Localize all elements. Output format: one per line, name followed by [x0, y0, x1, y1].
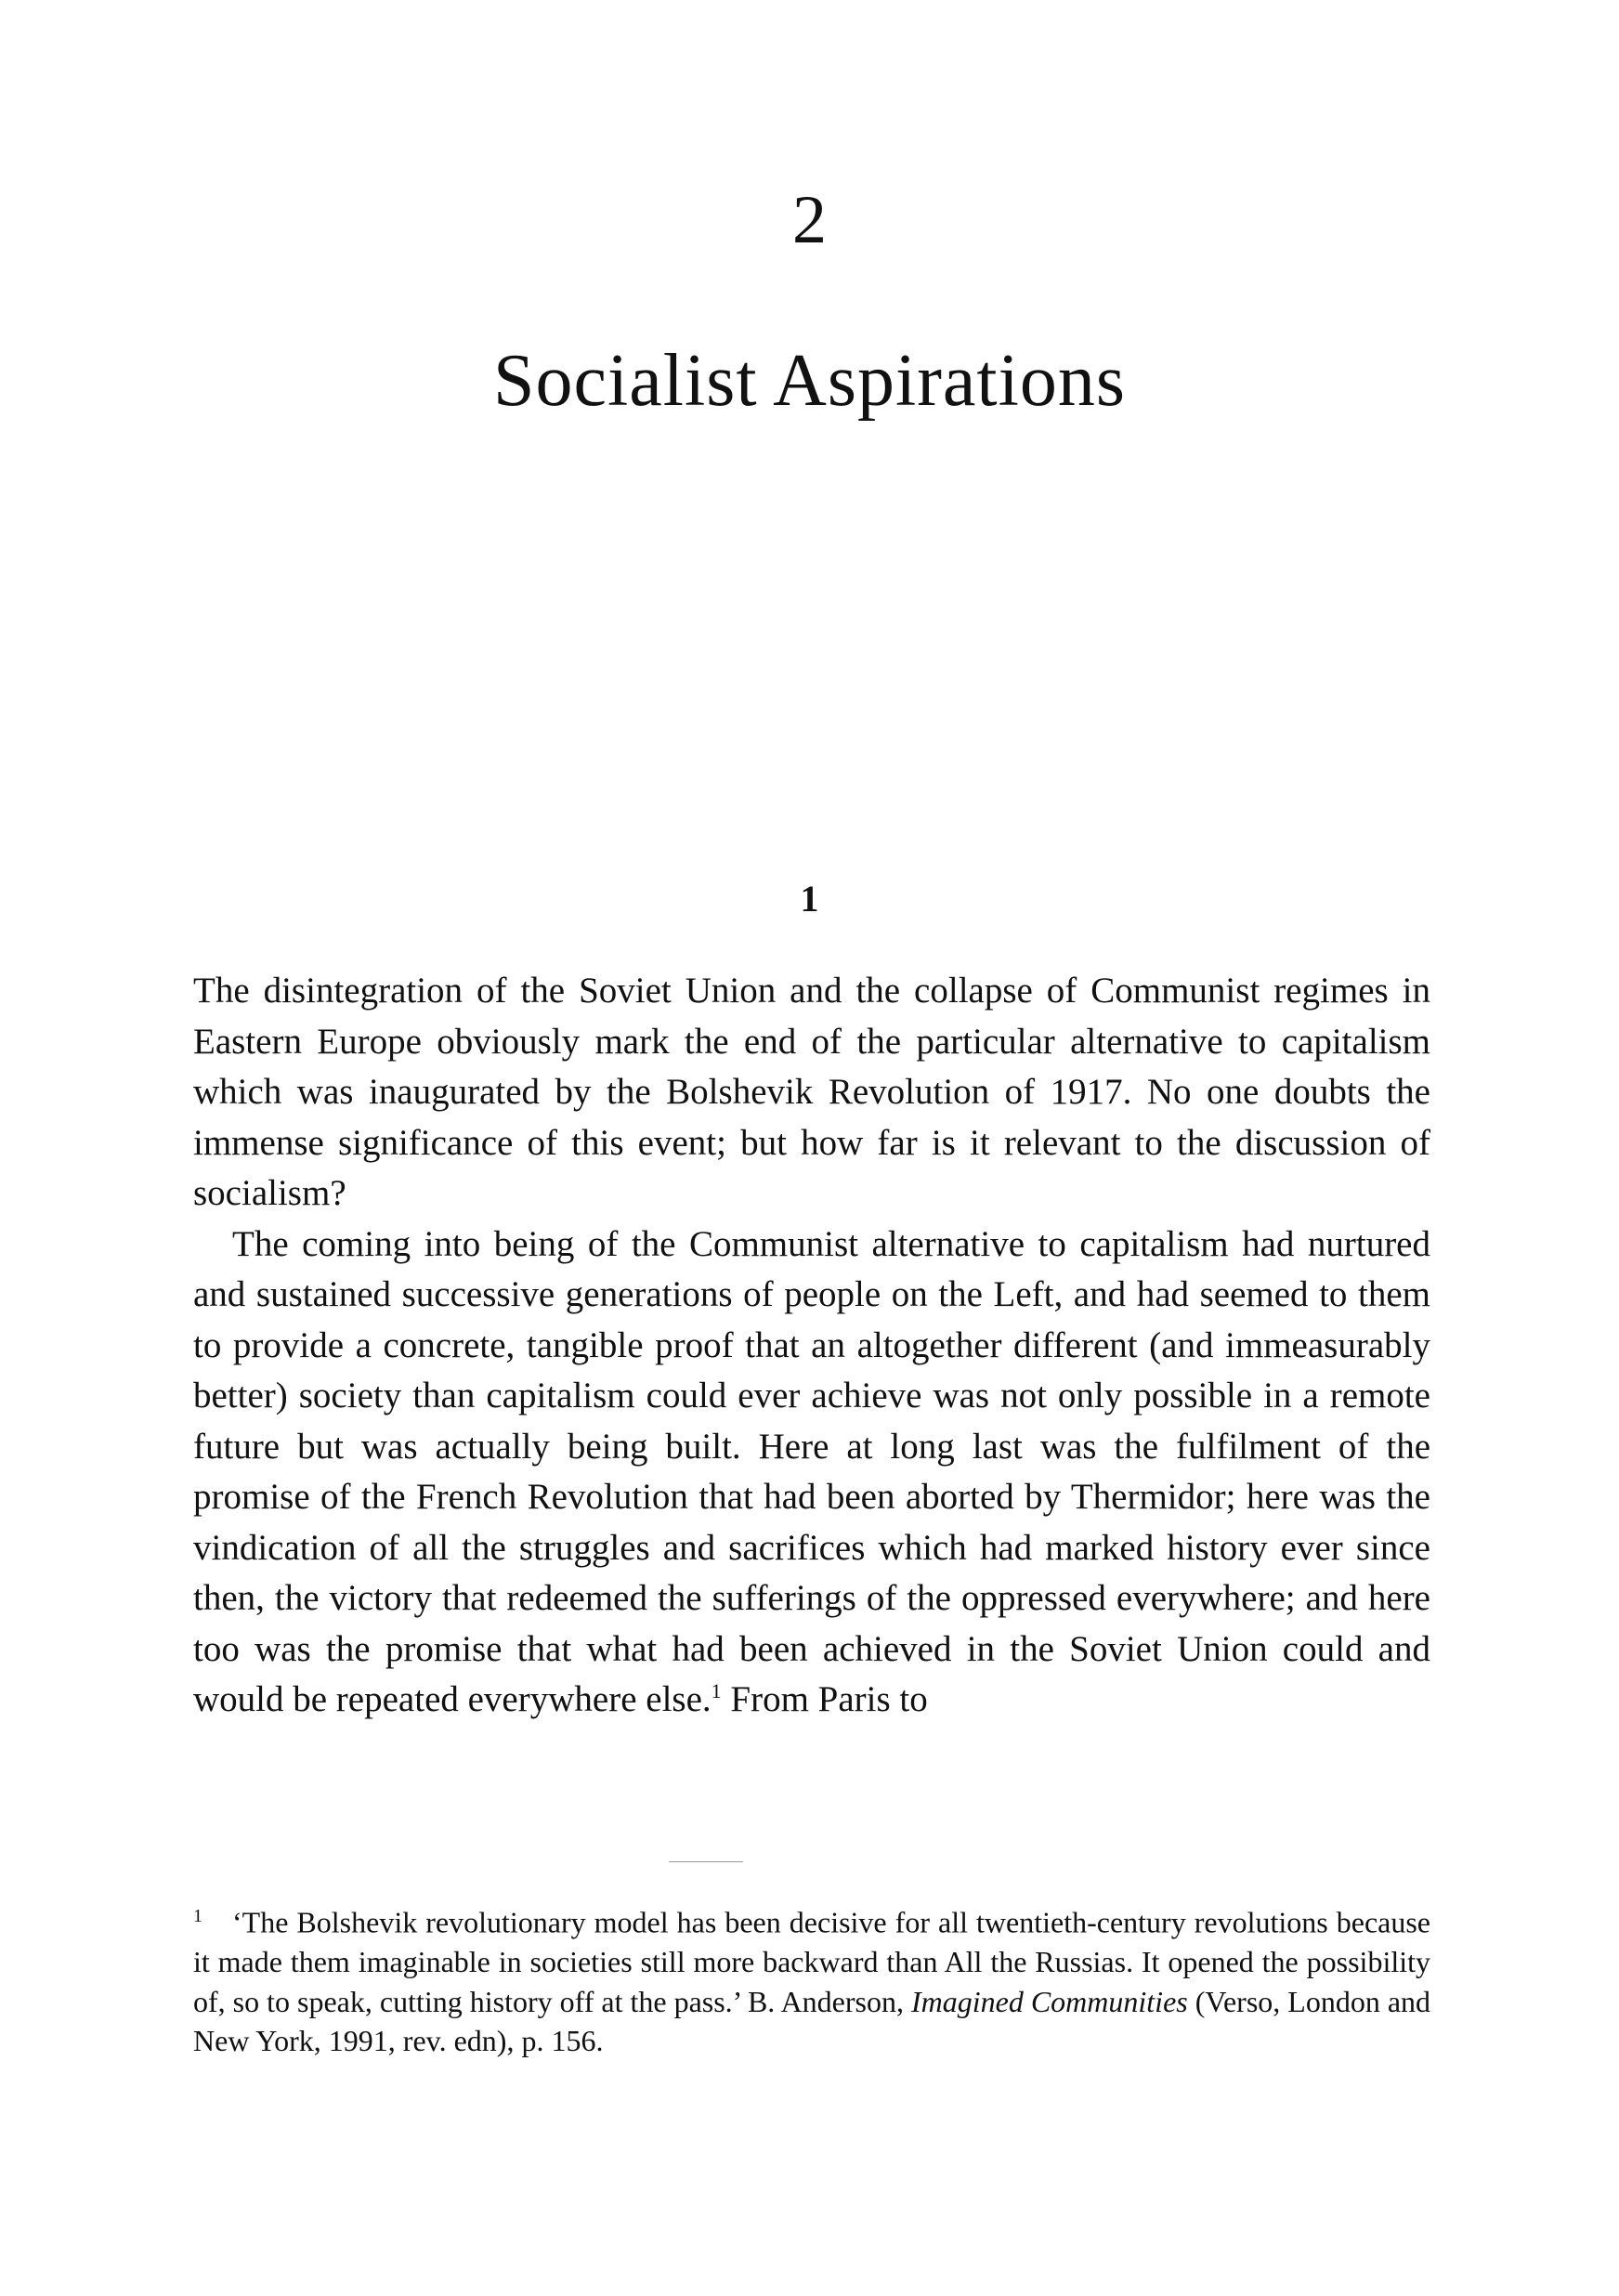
- footnote-reference: 1: [711, 1679, 722, 1702]
- footnote-mark: 1: [193, 1906, 202, 1926]
- footnote-text: ‘The Bolshevik revolutionary model has been decisive for all twentieth-century revolutions because it made them imaginable in societies still more backward than All the Russias. It opened the possibility of, so to speak, cutting history off at the pass.’ B. Anderson,: [193, 1905, 1430, 2018]
- paragraph-text: The coming into being of the Communist alternative to capitalism had nurtured and sustained successive generations of people on the Left, and had seemed to them to provide a concrete, tangible proof that an altogether different (and immeasurably better) society than capitalism could ever achieve was not only possible in a remote future but was actually being built. Here at long last was the fulfilment of the promise of the French Revolution that had been aborted by Thermidor; here was the vindication of all the struggles and sacrifices which had marked history ever since then, the victory that redeemed the sufferings of the oppressed everywhere; and here too was the promise that what had been achieved in the Soviet Union could and would be repeated everywhere else.: [193, 1223, 1430, 1719]
- footnote-divider: [669, 1861, 743, 1862]
- paragraph: [193, 1220, 1430, 1726]
- body-text: [193, 966, 1430, 1726]
- chapter-number: 2: [792, 182, 827, 258]
- footnote-text-tail: (Verso, London and New York, 1991, rev. edn), p. 156.: [193, 1984, 1431, 2058]
- footnote-book-title: Imagined Communities: [910, 1984, 1188, 2018]
- chapter-title: Socialist Aspirations: [493, 340, 1126, 422]
- paragraph-text-tail: From Paris to: [721, 1679, 928, 1719]
- footnote: [193, 1897, 1430, 2061]
- section-number: 1: [800, 878, 819, 920]
- paragraph: The disintegration of the Soviet Union and the collapse of Communist regimes in Eastern Europe obviously mark the end of the particular alternative to capitalism which was inaugurated by the Bolshevik Revolution of 1917. No one doubts the immense significance of this event; but how far is it relevant to the discussion of socialism?: [193, 971, 1430, 1213]
